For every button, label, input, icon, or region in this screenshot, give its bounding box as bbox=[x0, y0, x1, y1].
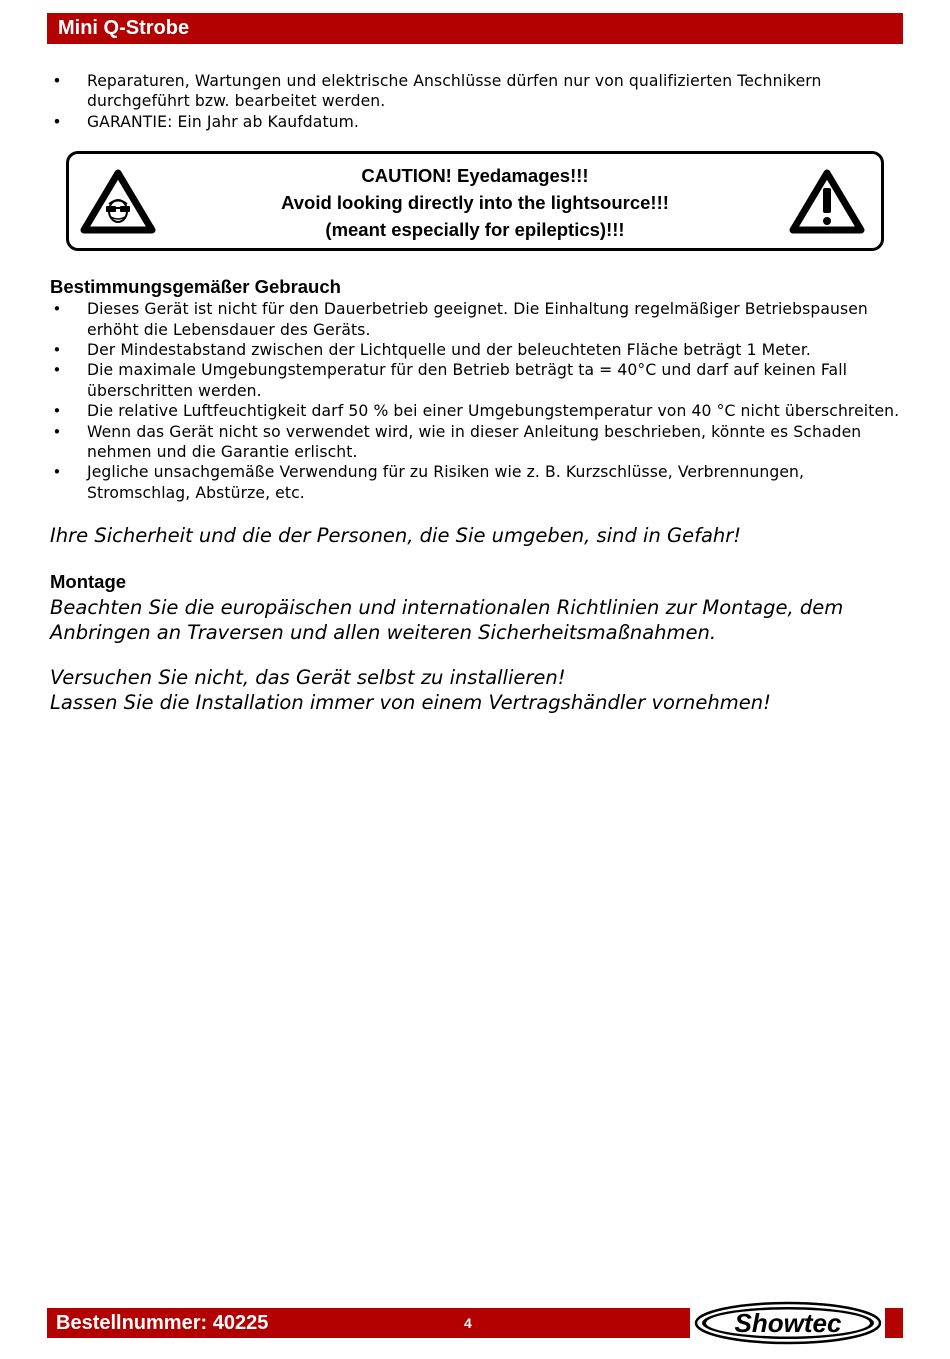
caution-line: (meant especially for epileptics)!!! bbox=[325, 219, 625, 241]
order-number: Bestellnummer: 40225 bbox=[56, 1312, 269, 1334]
montage-text-line: Beachten Sie die europäischen und internationalen Richtlinien zur Montage, dem bbox=[50, 596, 844, 620]
safety-warning-text: Ihre Sicherheit und die der Personen, die Sie umgeben, sind in Gefahr! bbox=[50, 524, 742, 548]
montage-text-line: Anbringen an Traversen und allen weiteren Sicherheitsmaßnahmen. bbox=[50, 621, 717, 645]
page-content bbox=[50, 71, 902, 715]
document-title: Mini Q-Strobe bbox=[58, 17, 190, 39]
list-item: • Der Mindestabstand zwischen der Lichtquelle und der beleuchteten Fläche beträgt 1 Meter. bbox=[50, 340, 902, 360]
bullet-icon: • bbox=[52, 422, 62, 441]
bullet-icon: • bbox=[52, 341, 62, 360]
install-warning-line: Versuchen Sie nicht, das Gerät selbst zu installieren! bbox=[50, 666, 566, 690]
list-item: • GARANTIE: Ein Jahr ab Kaufdatum. bbox=[50, 112, 902, 132]
list-item: • Die relative Luftfeuchtigkeit darf 50 % bei einer Umgebungstemperatur von 40 °C nicht überschreiten. bbox=[50, 401, 902, 421]
usage-bullet-list bbox=[50, 299, 902, 503]
bullet-icon: • bbox=[52, 463, 62, 482]
bullet-icon: • bbox=[52, 300, 62, 319]
page-number: 4 bbox=[464, 1315, 472, 1331]
list-item: • Wenn das Gerät nicht so verwendet wird, wie in dieser Anleitung beschrieben, könnte es Schaden nehmen und die Garantie erlischt. bbox=[50, 422, 902, 463]
list-item: • Jegliche unsachgemäße Verwendung für zu Risiken wie z. B. Kurzschlüsse, Verbrennungen, Stromschlag, Abstürze, etc. bbox=[50, 462, 902, 503]
bullet-icon: • bbox=[52, 361, 62, 380]
list-item: • Dieses Gerät ist nicht für den Dauerbetrieb geeignet. Die Einhaltung regelmäßiger Betriebspausen erhöht die Lebensdauer des Geräts. bbox=[50, 299, 902, 340]
bullet-icon: • bbox=[52, 112, 62, 131]
list-item: • Die maximale Umgebungstemperatur für den Betrieb beträgt ta = 40°C und darf auf keinen Fall überschritten werden. bbox=[50, 360, 902, 401]
caution-line: CAUTION! Eyedamages!!! bbox=[361, 165, 589, 187]
usage-heading: Bestimmungsgemäßer Gebrauch bbox=[50, 276, 341, 298]
logo-text: Showtec bbox=[734, 1308, 842, 1338]
footer-accent-strip bbox=[885, 1308, 903, 1338]
install-warning-line: Lassen Sie die Installation immer von einem Vertragshändler vornehmen! bbox=[50, 691, 771, 715]
caution-box bbox=[66, 151, 884, 251]
bullet-icon: • bbox=[52, 402, 62, 421]
showtec-logo bbox=[693, 1301, 883, 1349]
caution-text bbox=[69, 162, 881, 243]
footer-bar bbox=[47, 1308, 690, 1338]
bullet-icon: • bbox=[52, 72, 62, 90]
montage-heading: Montage bbox=[50, 571, 127, 593]
exclamation-warning-icon bbox=[789, 168, 865, 238]
list-item: • Reparaturen, Wartungen und elektrische Anschlüsse dürfen nur von qualifizierten Technikern durchgeführt bzw. bearbeitet werden. bbox=[50, 71, 902, 112]
caution-line: Avoid looking directly into the lightsource!!! bbox=[281, 192, 669, 214]
intro-bullet-list bbox=[50, 71, 902, 132]
header-bar bbox=[47, 13, 903, 44]
